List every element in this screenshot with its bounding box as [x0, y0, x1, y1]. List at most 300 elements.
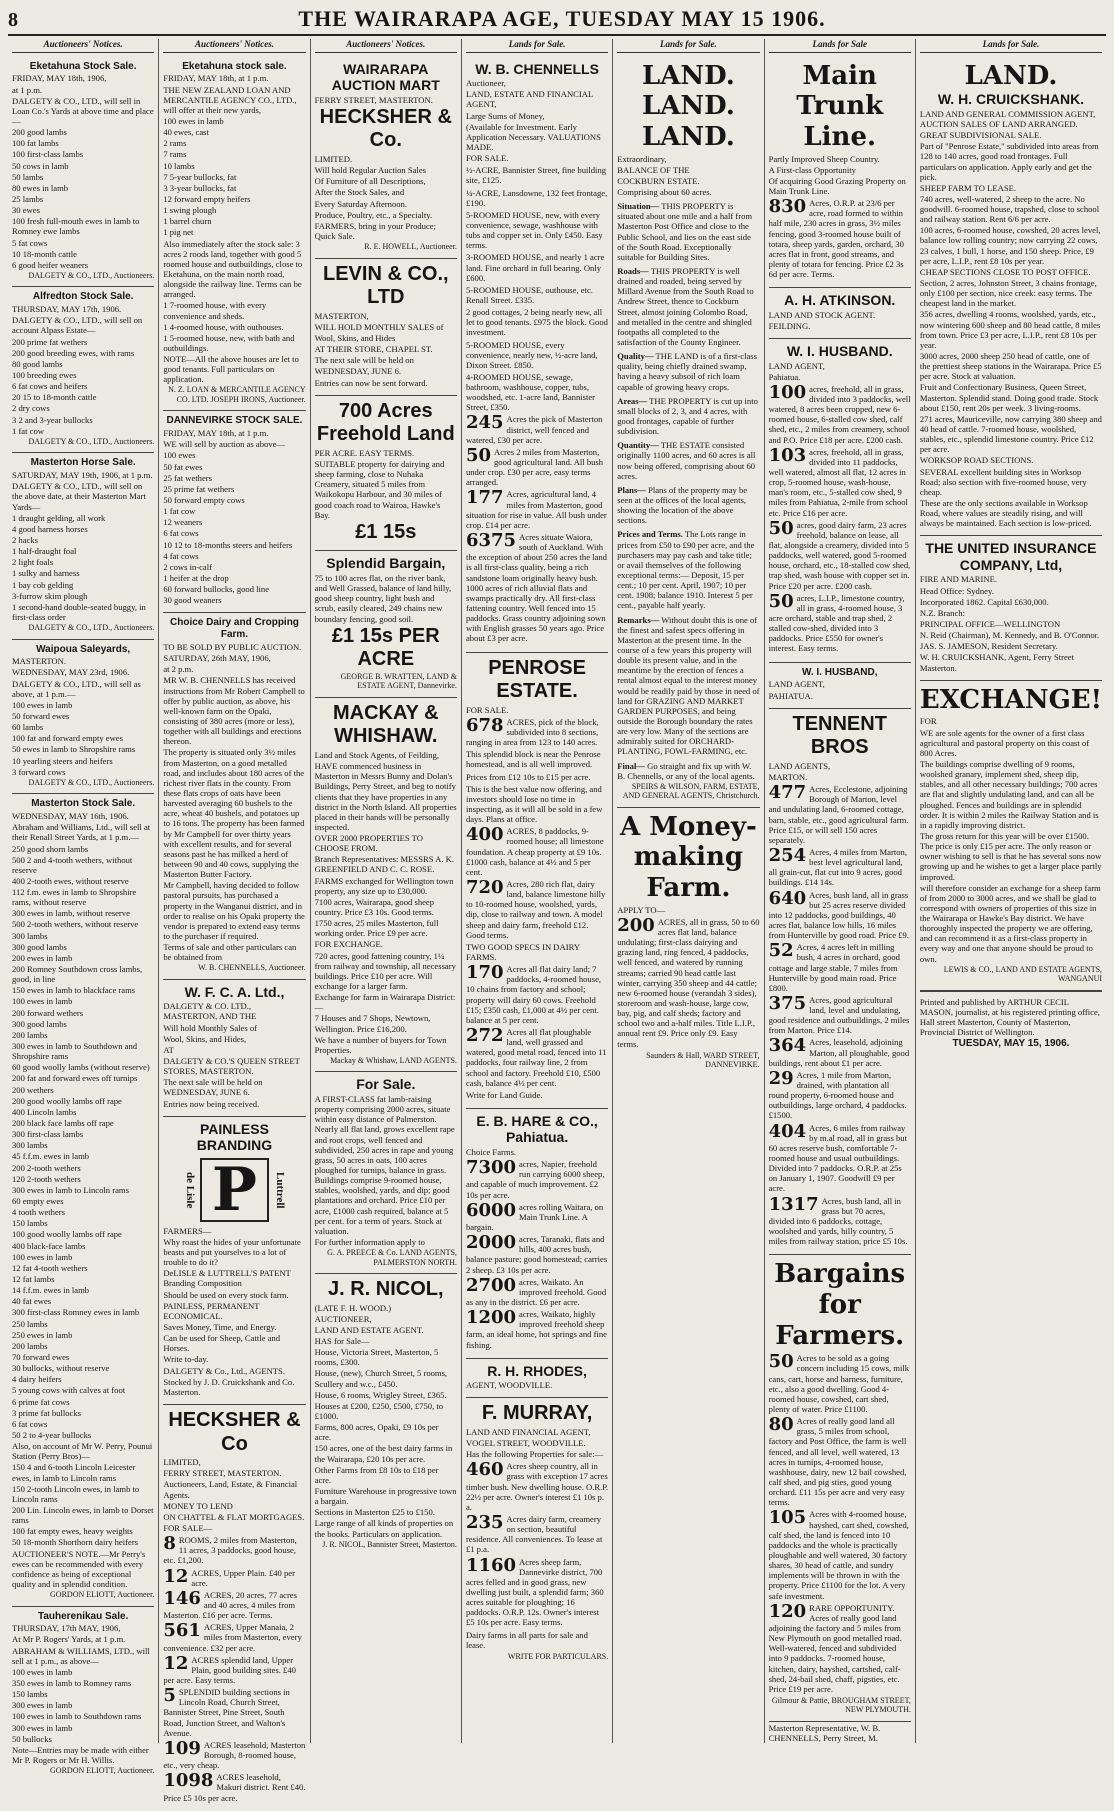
- estate-section: [617, 761, 759, 781]
- listing-description: 3-ROOMED HOUSE, and nearly 1 acre land. Fine orchard in full bearing. Only £600.: [465, 252, 605, 283]
- ad-text-line: N.Z. Branch:: [919, 607, 965, 618]
- ad-text-line: 3-furrow skim plough: [12, 590, 88, 601]
- ad-text-line: GREAT SUBDIVISIONAL SALE.: [919, 130, 1042, 141]
- property-list: [617, 914, 760, 1049]
- ad-title: Alfredton Stock Sale.: [32, 291, 134, 303]
- ad-text-line: Furniture Warehouse in progressive town a bargain.: [314, 1485, 457, 1507]
- ad-text-line: 150 acres, one of the best dairy farms in the Wairarapa, £20 10s per acre.: [314, 1443, 453, 1464]
- listing-number: 50: [465, 444, 491, 466]
- listing-description: ACRES, 20 acres, 77 acres and 40 acres, 4 miles from Masterton. £16 per acre. Terms.: [163, 1589, 297, 1621]
- ad-text-line: APPLY TO—: [617, 904, 666, 915]
- ad-text-line: HAS for Sale—: [314, 1335, 370, 1346]
- ad-title: Bargains for Farmers.: [774, 1259, 906, 1351]
- property-listing: [769, 942, 911, 993]
- listing-description: Acres, leasehold, adjoining Marton, all ploughable, good buildings, rent about £1 per acre.: [768, 1037, 910, 1068]
- property-listing: [617, 914, 760, 1049]
- ad-signature: DALGETY & CO., LTD., Auctioneers.: [28, 777, 155, 787]
- listing-number: 100: [768, 381, 807, 403]
- listing-description: ¼-ACRE, Lansdowne, 132 feet frontage, £190.: [465, 187, 608, 208]
- listing-description: 4-ROOMED HOUSE, sewage, bathroom, washhouse, copper, tubs, woodshed, etc. 1-acre land, Bannister Street, £350.: [465, 371, 596, 413]
- advertisement: [315, 57, 457, 259]
- ad-title: LAND. LAND. LAND.: [641, 60, 735, 152]
- property-listing: [769, 784, 911, 845]
- listing-number: 1098: [163, 1770, 214, 1792]
- property-listing: [466, 772, 608, 782]
- listing-number: 640: [768, 887, 807, 909]
- listing-description: acres, good dairy farm, 23 acres freehold, balance on lease, all flat, alongside a creamery, divided into 5 paddocks, well watered, good 5-roomed house, orchard, etc., 18-stalled cow shed, trap shed, wash house with copper set in. Price £20 per acre. £200 cash.: [768, 519, 911, 591]
- column-footer: Masterton Representative, W. B. CHENNELLS, Perry Street, M.: [768, 1722, 881, 1743]
- ad-text-line: FARMS exchanged for Wellington town property, any size up to £30,000.: [314, 875, 454, 896]
- property-listing: [163, 1687, 305, 1738]
- ad-title: W. F. C. A. Ltd.,: [184, 983, 285, 1000]
- ad-text-line: 720 acres, good fattening country, 1¼ from railway and township, all necessary buildings. Price £10 per acre. Will exchange for a larger farm.: [314, 950, 456, 992]
- ad-title: MACKAY & WHISHAW.: [332, 701, 439, 748]
- ad-title: Eketahuna stock sale.: [182, 60, 287, 72]
- ad-text-line: 150 lambs: [12, 1689, 48, 1700]
- property-listing: [768, 844, 911, 888]
- ad-text-line: 356 acres, dwelling 4 rooms, woolshed, yards, etc., now wintering 600 sheep and 80 head cattle, 8 miles from town. Price £3 per acre, L.I.P., rent £8 10s per year.: [919, 309, 1101, 350]
- ad-text-line: 1 bay cob gelding: [12, 579, 74, 590]
- ad-text-line: WEDNESDAY, JUNE 6.: [314, 366, 402, 377]
- property-listing: [769, 1353, 911, 1414]
- ad-text-line: (Available for Investment. Early Application Necessary. VALUATIONS MADE.: [465, 121, 601, 152]
- listing-number: 1200: [465, 1307, 517, 1329]
- ad-text-line: 300 good lambs: [12, 941, 67, 952]
- ad-text-line: 6 prime fat cows: [12, 1396, 70, 1407]
- estate-section: [617, 201, 759, 262]
- ad-title: A Money-making Farm.: [620, 811, 757, 903]
- ad-text-line: SATURDAY, 26th MAY, 1906,: [163, 653, 271, 664]
- property-listing: [769, 1416, 911, 1507]
- estate-section-label: Plans—: [617, 484, 646, 495]
- ad-title: TENNENT BROS: [792, 712, 887, 759]
- advertisement: [12, 794, 154, 1606]
- property-listing: [768, 381, 911, 445]
- listing-description: acres, Taranaki, flats and hills, 400 acres bush, balance pasture; good homestead; carries 2 sheep. £3 10s per acre.: [465, 1234, 608, 1275]
- ad-text-line: Can be used for Sheep, Cattle and Horses.: [163, 1333, 281, 1354]
- ad-text-line: 100 ewes in lamb to Southdown rams: [12, 1711, 142, 1722]
- ad-text-line: PER ACRE. EASY TERMS.: [314, 447, 415, 458]
- listing-description: acres, Waikato, highly improved freehold sheep farm, an ideal home, hot springs and fine fishing.: [465, 1309, 607, 1350]
- ad-text-line: The gross return for this year will be over £1500. The price is only £15 per acre. The only reason or owner wishing to sell is that he has several sons now growing up and he wishes to get a larger place partly improved.: [919, 830, 1102, 882]
- listing-description: Acres situate Waiora, south of Auckland. With the exception of about 250 acres the land is all first-class quality, being a rich sandstone loam originally heavy bush. 1000 acres of rich alluvial flats and swamps practically dry. All first-class fattening country. Well fenced into 15 paddocks. Grass country adjoining sown with English grasses 50 years ago. Price about £3 per acre.: [465, 532, 607, 644]
- ad-text-line: 100 ewes in lamb: [12, 699, 73, 710]
- ad-text-line: FOR EXCHANGE.: [314, 939, 383, 950]
- ad-title: A. H. ATKINSON.: [784, 292, 896, 309]
- estate-section-label: Final—: [617, 760, 645, 771]
- property-listing: [466, 414, 608, 444]
- ad-text-line: 6 fat cows: [163, 528, 199, 539]
- ad-agent-name: W. H. CRUICKSHANK.: [937, 91, 1085, 108]
- listing-description: ACRES splendid land, Upper Plain, good building sites. £40 per acre. Easy terms.: [163, 1654, 296, 1685]
- ad-text-line: 40 fat ewes: [12, 1296, 52, 1307]
- listing-number: 2000: [465, 1232, 517, 1254]
- ad-text-line: PRINCIPAL OFFICE—WELLINGTON: [919, 619, 1061, 630]
- ad-text-line: 1 fat cow: [12, 425, 44, 436]
- property-listing: [466, 285, 608, 305]
- ad-text-line: Part of "Penrose Estate," subdivided into areas from 128 to 140 acres, good road frontages. Full particulars on application. Apply early and get the pick.: [919, 141, 1099, 182]
- advertisement: [163, 57, 305, 412]
- ad-text-line: 1 5-roomed house, new, with bath and outbuildings.: [163, 332, 295, 353]
- advertisement: [163, 613, 305, 979]
- listing-description: 5-ROOMED HOUSE, every convenience, nearly new, ½-acre land, Dixon Street. £850.: [465, 339, 598, 370]
- property-list: [769, 1353, 911, 1694]
- estate-section-text: Plans of the property may be seen at the offices of the local agents, showing the location of the above sections.: [617, 484, 748, 526]
- column-heading: Lands for Sale.: [920, 39, 1102, 53]
- ad-text-line: 75 to 100 acres flat, on the river bank, and Well Grassed, balance of land hilly, good sheep country, light bush and scrub, easily cleared, 249 chains new boundary fencing, good soil.: [314, 572, 452, 624]
- listing-number: 146: [163, 1587, 201, 1609]
- ad-text-line: 4 fat cows: [163, 550, 199, 561]
- ad-text-line: 1750 acres, 25 miles Masterton, full working order. Price £9 per acre.: [314, 918, 439, 939]
- ad-text-line: 7 5-year bullocks, fat: [163, 171, 237, 182]
- ad-title: J. R. NICOL,: [327, 1277, 444, 1300]
- columns: [8, 39, 1106, 1803]
- property-listing: [163, 1652, 305, 1685]
- listing-number: 561: [163, 1620, 201, 1642]
- ad-text-line: 112 f.m. ewes in lamb to Shropshire rams, without reserve: [12, 887, 137, 908]
- ad-text-line: 200 lambs: [12, 1340, 48, 1351]
- property-listing: [466, 210, 608, 251]
- ad-text-line: The next sale will be held on: [314, 355, 414, 366]
- ad-text-line: 120 2-tooth wethers: [12, 1173, 81, 1184]
- listing-description: Prices from £12 10s to £15 per acre.: [465, 771, 591, 782]
- ad-text-line: 3 3-year bullocks, fat: [163, 182, 237, 193]
- ad-text-line: 200 Lin. Lincoln ewes, in lamb to Dorset rams: [12, 1504, 154, 1526]
- ad-text-line: Pahiatua.: [768, 371, 801, 382]
- ad-text-line: 2 cows in-calf: [163, 561, 212, 572]
- ad-text-line: DALGETY & CO., LTD., will sell on the above date, at their Masterton Mart Yards—: [12, 481, 146, 512]
- ad-title: THE UNITED INSURANCE COMPANY, Ltd,: [925, 540, 1097, 573]
- ad-text-line: 200 ewes in lamb: [12, 952, 73, 963]
- ad-text-line: Large Sums of Money,: [465, 110, 545, 121]
- ad-title: R. H. RHODES,: [487, 1362, 587, 1379]
- property-listing: [465, 1274, 608, 1307]
- advertisement: [769, 663, 911, 709]
- ad-text-line: 50 ewes in lamb to Shropshire rams: [12, 744, 136, 755]
- listing-description: acres, Napier, freehold run carrying 6000 sheep, and capable of much improvement. £2 10s per acre.: [465, 1159, 605, 1200]
- property-listing: [466, 826, 608, 877]
- ad-text-line: SUITABLE property for dairying and sheep farming, close to Nuhaka Creamery, situated 5 miles from Waikokopu Harbour, and 30 miles of good coach road to Wairoa, Hawke's Bay.: [314, 459, 445, 520]
- column-heading: Auctioneers' Notices.: [163, 39, 305, 53]
- advertisement: [315, 259, 457, 396]
- ad-text-line: FERRY STREET, MASTERTON.: [163, 1468, 282, 1479]
- property-listing: [465, 714, 608, 748]
- listing-description: Acres sheep farm, Dannevirke district, 700 acres felled and in good grass, new dwelling just built, a splendid farm; 360 acres suitable for ploughing; 16 paddocks. O.R.P. 12s. Owner's interest £5 10s per acre. Easy terms.: [465, 1556, 604, 1628]
- ad-text-line: 60 empty ewes: [12, 1196, 64, 1206]
- ad-text-line: LAND, ESTATE AND FINANCIAL AGENT,: [465, 89, 593, 110]
- ad-text-line: 100 ewes in lamb: [163, 115, 224, 126]
- ad-text-line: 1 swing plough: [163, 205, 217, 216]
- ad-text-line: 1 heifer at the drop: [163, 572, 229, 583]
- ad-text-line: ON CHATTEL & FLAT MORTGAGES.: [163, 1511, 305, 1522]
- ad-signature: W. B. CHENNELLS, Auctioneer.: [198, 963, 306, 973]
- property-listing: [466, 1461, 608, 1512]
- advertisement: [163, 1117, 305, 1405]
- ad-text-line: FOR: [919, 716, 937, 727]
- ad-text-line: 200 Romney Southdown cross lambs, good, in line: [12, 964, 143, 985]
- ad-text-line: at 1 p.m.: [12, 84, 43, 95]
- ad-text-line: 4 dairy heifers: [12, 1374, 62, 1385]
- ad-text-line: AUCTIONEER'S NOTE.—Mr Perry's ewes can be recommended with every confidence as being of exceptional quality and in splendid condition.: [12, 1548, 146, 1589]
- ad-text-line: 100 breeding ewes: [12, 370, 77, 381]
- column-heading: Lands for Sale: [769, 39, 911, 53]
- ad-text-line: 200 2-tooth wethers: [12, 1162, 81, 1173]
- property-listing: [466, 1309, 608, 1350]
- advertisement: [466, 653, 608, 1109]
- ad-text-line: 60 good woolly lambs (without reserve): [12, 1062, 150, 1073]
- ad-text-line: LAND AGENT,: [768, 360, 825, 371]
- estate-section: [617, 615, 759, 757]
- ad-signature: GEORGE B. WRATTEN, LAND & ESTATE AGENT, Dannevirke.: [340, 671, 457, 691]
- ad-text-line: Produce, Poultry, etc., a Specialty.: [314, 209, 433, 220]
- ad-text-line: 50 2 to 4-year bullocks: [12, 1429, 92, 1440]
- ad-text-line: N. Reid (Chairman), M. Kennedy, and B. O'Connor.: [919, 630, 1100, 641]
- ad-text-line: WEDNESDAY, MAY 23rd, 1906.: [12, 667, 130, 678]
- column-auctioneers-2: [159, 39, 310, 1803]
- ad-title: 700 Acres Freehold Land: [316, 399, 455, 446]
- column-lands-3: [765, 39, 916, 1743]
- ad-title: For Sale.: [356, 1076, 416, 1093]
- ad-text-line: WEDNESDAY, MAY 16th, 1906.: [12, 811, 129, 822]
- ad-text-line: Stocked by J. D. Cruickshank and Co. Masterton.: [163, 1376, 295, 1397]
- property-listing: [466, 340, 608, 370]
- advertisement: [920, 681, 1102, 991]
- ad-text-line: Large range of all kinds of properties on the books. Particulars on application.: [314, 1518, 454, 1539]
- ad-text-line: PAHIATUA.: [768, 690, 813, 701]
- property-listing: [466, 165, 608, 185]
- ad-text-line: 25 prime fat wethers: [163, 483, 235, 494]
- property-listing: [466, 1090, 608, 1100]
- ad-text-line: Extraordinary,: [617, 153, 667, 164]
- ad-signature: GORDON ELIOTT, Auctioneer.: [50, 1590, 155, 1600]
- advertisement: [466, 1359, 608, 1399]
- imprint-date: TUESDAY, MAY 15, 1906.: [952, 1038, 1070, 1050]
- newspaper-title: THE WAIRARAPA AGE, TUESDAY MAY 15 1906.: [298, 6, 826, 31]
- ad-text-line: 10 12 to 18-months steers and heifers: [163, 539, 293, 550]
- advertisement: [769, 1255, 911, 1722]
- property-listing: [466, 1630, 608, 1650]
- property-list: [466, 165, 608, 643]
- ad-text-line: Wool, Skins, and Hides,: [163, 1033, 247, 1044]
- column-heading: Lands for Sale.: [617, 39, 759, 53]
- listing-number: 29: [768, 1067, 794, 1089]
- ad-text-line: 300 ewes in lamb to Southdown and Shropshire rams: [12, 1041, 138, 1062]
- listing-number: 7300: [465, 1157, 517, 1179]
- ad-text-line: Sections in Masterton £25 to £150.: [314, 1507, 435, 1518]
- advertisement: [617, 808, 759, 1076]
- brand-logo: [163, 1154, 305, 1225]
- property-listing: [769, 1509, 911, 1600]
- property-listing: [768, 1120, 911, 1194]
- listing-description: RARE OPPORTUNITY. Acres of really good land adjoining the factory and 5 miles from New Plymouth on good metalled road. Well-watered, fenced and subdivided into 9 paddocks. 7-roomed house, kitchen, dairy, hayshed, cartshed, calf-shed, 24-bail shed, chaff, pigsties, etc. Price £19 per acre.: [768, 1602, 902, 1694]
- column-auctioneers-3: [311, 39, 462, 1743]
- ad-title: Tauherenikau Sale.: [37, 1610, 129, 1622]
- estate-section-label: Remarks—: [617, 614, 660, 625]
- ad-text-line: DALGETY & CO., LTD., will sell as above, at 1 p.m.—: [12, 678, 141, 699]
- ad-text-line: 300 lambs: [12, 1140, 48, 1151]
- listing-description: ROOMS, 2 miles from Masterton, 11 acres, 3 paddocks, good house, etc. £1,200.: [163, 1535, 297, 1566]
- advertisement: [769, 709, 911, 1256]
- ad-title: Waipoua Saleyards,: [36, 643, 131, 655]
- ad-text-line: 80 good lambs: [12, 358, 63, 369]
- ad-title: Splendid Bargain,: [326, 555, 446, 572]
- property-listing: [465, 1024, 608, 1088]
- listing-number: 80: [768, 1414, 794, 1436]
- ad-text-line: We have a number of buyers for Town Properties.: [314, 1034, 447, 1055]
- ad-text-line: Wool, Skins, and Hides: [314, 333, 396, 343]
- advertisement: [315, 698, 457, 1073]
- ad-text-line: ABRAHAM & WILLIAMS, LTD., will sell at 1 p.m., as above—: [12, 1645, 150, 1666]
- ad-title: DANNEVIRKE STOCK SALE.: [166, 415, 303, 427]
- ad-text-line: Mr Campbell, having decided to follow pastoral pursuits, has purchased a property in the Wanganui district, and in order to realise on his Opaki property the vendor is prepared to extend easy terms to the purchaser if required.: [163, 880, 305, 941]
- ad-text-line: 50 forward ewes: [12, 711, 70, 721]
- advertisement: [12, 640, 154, 795]
- ad-text-line: 6 fat cows and heifers: [12, 381, 88, 392]
- ad-text-line: 200 black face lambs off rape: [12, 1118, 114, 1129]
- listing-number: 1160: [465, 1554, 517, 1576]
- ad-title: Masterton Stock Sale.: [31, 798, 136, 810]
- ad-text-line: Auctioneers, Land, Estate, & Financial Agents.: [163, 1479, 298, 1500]
- advertisement: [315, 1274, 457, 1555]
- estate-section: [617, 396, 759, 437]
- ad-text-line: Every Saturday Afternoon.: [314, 198, 407, 209]
- ad-text-line: Of Furniture of all Descriptions,: [314, 176, 426, 187]
- ad-text-line: Head Office: Sydney.: [919, 585, 994, 596]
- ad-text-line: 7 rams: [163, 149, 187, 160]
- printer-imprint: [920, 991, 1102, 1056]
- estate-section-text: THE LAND is of a first-class quality, being chiefly drained swamp, having a heavy subsoil of rich loam capable of growing heavy crops.: [617, 351, 757, 392]
- ad-title: PAINLESS BRANDING: [196, 1120, 273, 1154]
- ad-text-line: 2 light foals: [12, 557, 54, 568]
- advertisement: [163, 1405, 305, 1811]
- ad-text-line: 500 2-tooth wethers, without reserve: [12, 919, 139, 930]
- listing-description: Acres with 4-roomed house, hayshed, cart shed, cowshed, calf shed, the land is fenced into 10 paddocks and the whole is practically ploughable and well watered, 30 factory shares, 30 head of cattle, and sundry implements will be thrown in with the property. Price £1100 for the lot. A very safe investment.: [768, 1509, 909, 1601]
- ad-text-line: LAND AND GENERAL COMMISSION AGENT, AUCTION SALES OF LAND ARRANGED.: [919, 108, 1096, 129]
- ad-text-line: 150 ewes in lamb to blackface rams: [12, 985, 136, 996]
- ad-text-line: LAND AND FINANCIAL AGENT,: [465, 1426, 591, 1437]
- ad-text-line: 7100 acres, Wairarapa, good sheep country. Price £3 10s. Good terms.: [314, 896, 435, 918]
- property-listing: [768, 992, 911, 1036]
- ad-text-line: 1 pig net: [163, 227, 194, 238]
- property-listing: [768, 444, 911, 518]
- estate-section-text: THE PROPERTY is cut up into small blocks of 2, 3, and 4 acres, with good frontages, capable of further subdivision.: [617, 395, 758, 437]
- listing-number: 5: [163, 1685, 176, 1707]
- ad-text-line: 25 lambs: [12, 193, 44, 204]
- ad-signature: Gilmour & Pattie, BROUGHAM STREET, NEW PLYMOUTH.: [771, 1695, 911, 1715]
- listing-number: 170: [465, 962, 504, 984]
- ad-text-line: 2 dry cows: [12, 403, 50, 414]
- ad-text-line: Also, on account of Mr W. Perry, Pounui Station (Perry Bros)—: [12, 1441, 153, 1462]
- property-listing: [466, 1514, 608, 1555]
- listing-description: acres, Waikato. An improved freehold. Good as any in the district. £6 per acre.: [465, 1276, 607, 1307]
- ad-text-line: 100 fat lambs: [12, 138, 59, 149]
- property-listing: [466, 749, 608, 769]
- property-listing: [769, 1037, 911, 1067]
- property-listing: [466, 784, 608, 825]
- property-listing: [466, 879, 608, 940]
- ad-text-line: 40 ewes, cast: [163, 127, 209, 138]
- ad-text-line: DALGETY & CO., LTD., will sell on account Alpass Estate—: [12, 315, 143, 336]
- listing-description: TWO GOOD SPECS IN DAIRY FARMS.: [465, 941, 580, 962]
- ad-text-line: A FIRST-CLASS fat lamb-raising property comprising 2000 acres, situate within easy distance of Palmerston. Nearly all flat land, grows excellent rape and root crops, well fenced and subdivided, 250 acres in rape and young grass, 50 acres in oats, 100 acres ploughed for turnips, balance in grass. Buildings comprise 9-roomed house, stables, woolshed, yards, and dip; good plantations and orchard. Price £10 per acre, £1000 cash required, balance at 5 per cent. for a term of years. Stock at valuation.: [314, 1093, 455, 1236]
- ad-text-line: 100 fresh full-mouth ewes in lamb to Romney ewe lambs: [12, 216, 140, 237]
- ad-text-line: After the Stock Sales, and: [314, 187, 405, 198]
- listing-description: Acres, agricultural land, 4 miles from Masterton, good situation for rise in value. All bush under crop. £14 per acre.: [465, 489, 607, 530]
- advertisement: [12, 453, 154, 639]
- estate-section-label: Quality—: [617, 351, 654, 362]
- ad-text-line: 300 ewes in lamb: [12, 1722, 73, 1733]
- ad-text-line: At Mr P. Rogers' Yards, at 1 p.m.: [12, 1634, 126, 1645]
- listing-number: 375: [768, 992, 807, 1014]
- estate-section: [617, 529, 759, 610]
- ad-text-line: 25 fat wethers: [163, 472, 212, 483]
- ad-text-line: 400 Lincoln lambs: [12, 1106, 77, 1117]
- ad-signature: DALGETY & CO., LTD., Auctioneers.: [28, 436, 155, 446]
- ad-signature: Mackay & Whishaw, LAND AGENTS.: [330, 1056, 457, 1066]
- property-listing: [466, 372, 608, 413]
- listing-number: 177: [465, 487, 504, 509]
- ad-text-line: 350 ewes in lamb to Romney rams: [12, 1678, 132, 1688]
- ad-signature: DALGETY & CO., LTD., Auctioneers.: [28, 270, 155, 280]
- ad-text-line: 30 ewes: [12, 205, 40, 216]
- estate-section-label: Areas—: [617, 395, 648, 406]
- column-auctioneers-1: [8, 39, 159, 1776]
- ad-text-line: Write to-day.: [163, 1354, 209, 1365]
- ad-title: Eketahuna Stock Sale.: [29, 60, 137, 72]
- ad-text-line: 100 ewes in lamb: [12, 996, 73, 1007]
- ad-text-line: COCKBURN ESTATE.: [617, 175, 700, 186]
- ad-text-line: 300 first-class Romney ewes in lamb: [12, 1307, 140, 1318]
- ad-text-line: THURSDAY, 17th MAY, 1906,: [12, 1623, 121, 1634]
- ad-text-line: SEVERAL excellent building sites in Worksop Road; also section with five-roomed house, very cheap.: [919, 466, 1087, 497]
- listing-description: Acres all flat ploughable land, well grassed and watered, good metal road, fenced into 11 paddocks, four railway line, 2 from school and factory. Freehold £10, £500 cash, balance 4½ per cent.: [465, 1026, 607, 1088]
- listing-description: ACRES, Upper Manaia, 2 miles from Masterton, every convenience. £32 per acre.: [163, 1622, 302, 1653]
- listing-number: 50: [768, 590, 794, 612]
- ad-text-line: Entries can now be sent forward.: [314, 377, 428, 388]
- listing-number: 272: [465, 1024, 504, 1046]
- ad-text-line: 271 acres, Mauriceville, now carrying 380 sheep and 40 head of cattle. 7-roomed house, woolshed, stables, etc., splendid limestone country. Price £12 per acre.: [919, 413, 1102, 455]
- ad-text-line: 1 barrel churn: [163, 216, 212, 227]
- listing-description: Acres, 4 miles from Marton, best level agricultural land, all grain-cut, flat cut into 9 acres, good buildings. £14 14s.: [768, 846, 907, 888]
- property-listing: [465, 1554, 608, 1628]
- listing-number: 6375: [465, 530, 517, 552]
- ad-text-line: FRIDAY, MAY 18th, at 1 p.m.: [163, 428, 269, 439]
- listing-description: 5-ROOMED HOUSE, new, with every convenience, sewage, washhouse with tubs and copper set in. Only £450. Easy terms.: [465, 209, 603, 251]
- estate-section-text: THIS PROPERTY is situated about one mile and a half from Masterton Post Office and close to the Public School, and lies on the east side of the South Road. Exceptionally suitable for Building Sites.: [617, 201, 753, 262]
- listing-number: 477: [768, 782, 807, 804]
- ad-text-line: 4 good harness horses: [12, 523, 88, 534]
- ad-text-line: SHEEP FARM TO LEASE.: [919, 182, 1017, 193]
- ad-text-line: WE are sole agents for the owner of a first class agricultural and pastoral property on this coast of 800 Acres.: [919, 727, 1090, 758]
- ad-text-line: FEILDING.: [768, 320, 811, 331]
- ad-text-line: 200 fat and forward ewes off turnips: [12, 1073, 138, 1084]
- estate-section: [617, 440, 759, 481]
- advertisement: [466, 1109, 608, 1359]
- listing-number: 1317: [768, 1193, 819, 1215]
- ad-text-line: Land and Stock Agents, of Feilding,: [314, 749, 439, 760]
- ad-title: Masterton Horse Sale.: [30, 457, 136, 469]
- ad-text-line: Farms, 800 acres, Opaki, £9 10s per acre.: [314, 1422, 439, 1443]
- ad-text-line: 100 good woolly lambs off rape: [12, 1229, 122, 1240]
- ad-text-line: 50 cows in lamb: [12, 160, 69, 171]
- listing-number: 6000: [465, 1199, 517, 1221]
- ad-text-line: TO BE SOLD BY PUBLIC AUCTION.: [163, 642, 302, 652]
- ad-signature: DALGETY & CO., LTD., Auctioneers.: [28, 623, 155, 633]
- ad-text-line: 50 18-month Shorthorn dairy heifers: [12, 1537, 139, 1548]
- listing-description: ACRES, 8 paddocks, 9-roomed house; all limestone foundation. A cheap property at £9 10s. £1000 cash, balance at 4½ and 5 per cent.: [465, 826, 604, 877]
- advertisement: [163, 980, 305, 1117]
- ad-title: HECKSHER & Co: [168, 1409, 301, 1455]
